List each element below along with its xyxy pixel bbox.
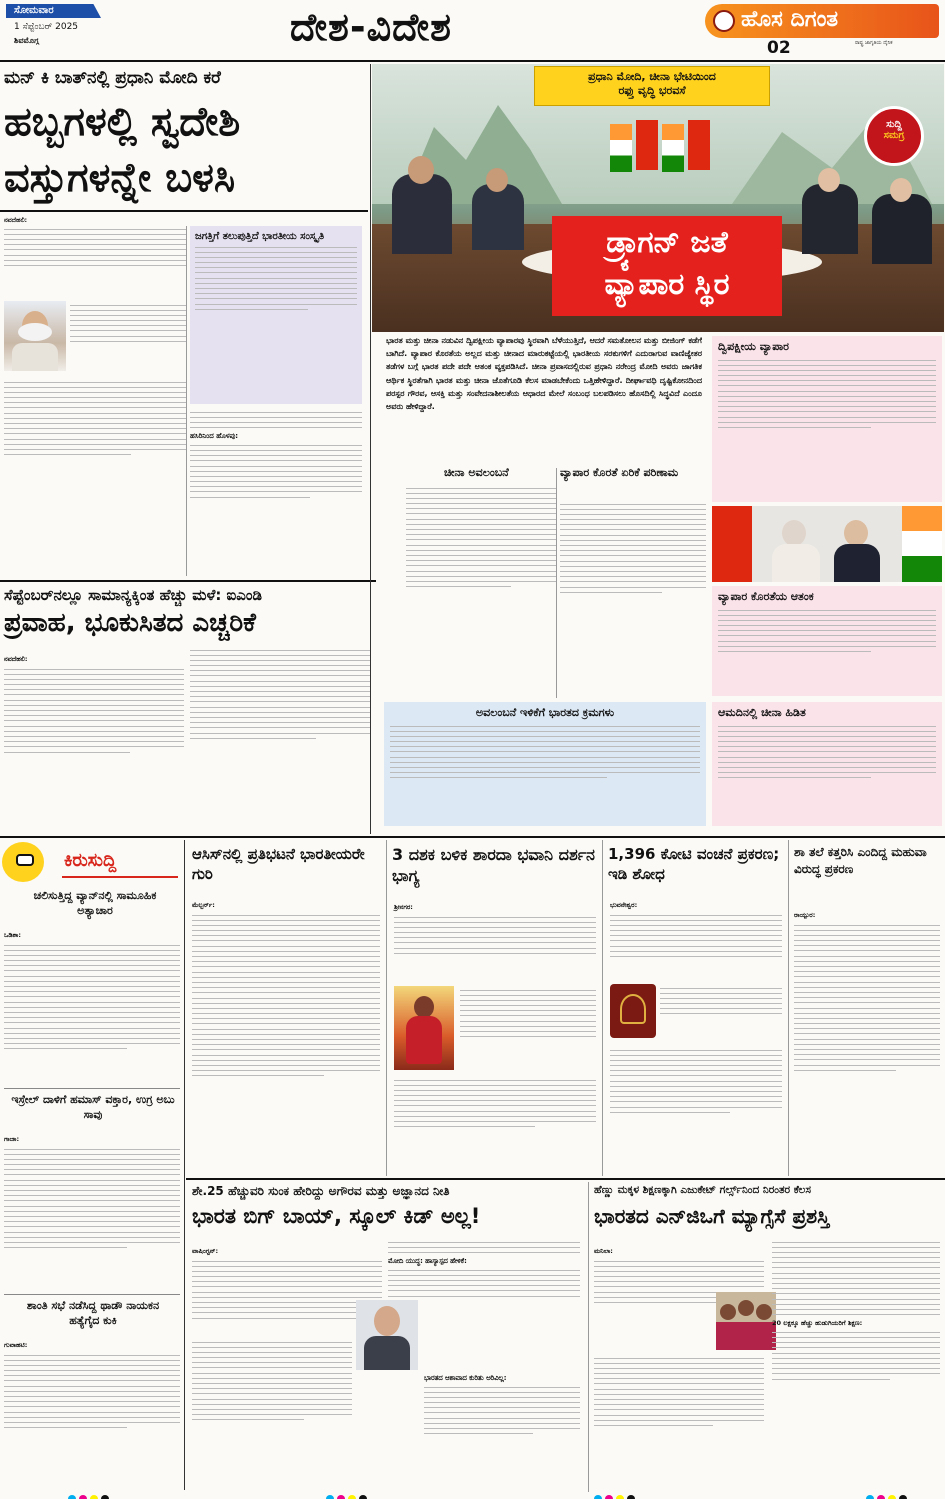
date: 1 ಸೆಪ್ಟೆಂಬರ್ 2025 [14,22,79,32]
r4r-subhead: 20 ಲಕ್ಷಕ್ಕೂ ಹೆಚ್ಚು ಹುಡುಗಿಯರಿಗೆ ಶಿಕ್ಷಣ: [772,1319,863,1328]
story-ed-raid [606,840,786,1176]
r4r-dateline: ಮನಿಲಾ: [594,1247,613,1255]
page-number: 02 [767,38,791,58]
handshake-photo [712,506,942,582]
lead-kicker-line1: ಪ್ರಧಾನಿ ಮೋದಿ, ಚೀನಾ ಭೇಟಿಯಿಂದ [588,70,716,83]
story2-headline: ಪ್ರವಾಹ, ಭೂಕುಸಿತದ ಎಚ್ಚರಿಕೆ [4,608,256,638]
story2-dateline: ನವದೆಹಲಿ: [4,655,28,663]
brief3-title: ಶಾಂತಿ ಸಭೆ ನಡೆಸಿದ್ದ ಥಾಡೌ ನಾಯಕನ ಹತ್ಯೆಗೈದ ಕುಕಿ [26,1299,160,1327]
r4-kicker: ಶೇ.25 ಹೆಚ್ಚುವರಿ ಸುಂಕ ಹೇರಿದ್ದು ಅಗೌರವ ಮತ್ತು ಅಜ್ಞಾನದ ನೀತಿ [192,1184,450,1198]
china-import-box [712,702,942,826]
s4-title: ಶಾ ತಲೆ ಕತ್ತರಿಸಿ ಎಂದಿದ್ದ ಮಹುವಾ ವಿರುದ್ಧ ಪ್ರಕರಣ [794,845,927,876]
ed-emblem-icon [610,984,656,1038]
lead-intro: ಭಾರತ ಮತ್ತು ಚೀನಾ ನಡುವಿನ ದ್ವಿಪಕ್ಷೀಯ ವ್ಯಾಪಾರವು ಸ್ಥಿರವಾಗಿ ಬೆಳೆಯುತ್ತಿದೆ, ಆದರೆ ಸಮತೋಲನ ಮತ್ತು ಬೀಜಿಂಗ್ ಕಡೆಗೆ ಬಾಗಿದೆ. ವ್ಯಾಪಾರ ಕೊರತೆಯ ಅಲ್ಲದ ಮತ್ತು ಚೀನಾದ ಮಾರುಕಟ್ಟೆಯಲ್ಲಿ ಭಾರತೀಯ ಸರಕುಗಳಿಗೆ ಎದುರಾಗುವ ವಾಣಿಜ್ಯೇತರ ತಡೆಗಳ ಬಗ್ಗೆ ಭಾರತ ಪದೇ ಪದೇ ಆತಂಕ ವ್ಯಕ್ತಪಡಿಸಿದೆ. ಚೀನಾ ಪ್ರವಾಸದಲ್ಲಿರುವ ಪ್ರಧಾನಿ ನರೇಂದ್ರ ಮೋದಿ ಅವರು ಜಾಗತಿಕ ಆರ್ಥಿಕ ಸ್ಥಿರತೆಗಾಗಿ ಭಾರತ ಮತ್ತು ಚೀನಾ ಜೊತೆಗೂಡಿ ಕೆಲಸ ಮಾಡಬೇಕೆಂದು ಒತ್ತಿಹೇಳಿದ್ದಾರೆ. ದೀರ್ಘಾವಧಿ ದೃಷ್ಟಿಕೋನದಿಂದ ಪರಸ್ಪರ ಗೌರವ, ಆಸಕ್ತಿ ಮತ್ತು ಸಂವೇದನಾಶೀಲತೆಯ ಆಧಾರದ ಮೇಲೆ ಸಂಬಂಧ ಬಲಪಡಿಸಲು ಹೊಸದಿಲ್ಲಿ ಸಿದ್ಧವಿದೆ ಎಂದೂ ಅವರು ಹೇಳಿದ್ದಾರೆ. [386,336,702,412]
brief1-dateline: ಒಡಿಶಾ: [4,931,21,939]
paper-name: ಹೊಸ ದಿಗಂತ [741,7,839,32]
r4r-headline: ಭಾರತದ ಎನ್‌ಜಿಒಗೆ ಮ್ಯಾಗ್ಸೆಸೆ ಪ್ರಶಸ್ತಿ [594,1204,830,1228]
china-flag-icon [688,120,710,170]
sidebar-title: ಜಗತ್ತಿಗೆ ತಲುಪುತ್ತಿದೆ ಭಾರತೀಯ ಸಂಸ್ಕೃತಿ [195,231,325,242]
story-sharada [390,840,600,1176]
r4-dateline: ವಾಷಿಂಗ್ಟನ್: [192,1247,219,1255]
lead-story [372,64,944,834]
lead-kicker-line2: ರಫ್ತು ವೃದ್ಧಿ ಭರವಸೆ [618,84,686,97]
lead-headline-line2: ವ್ಯಾಪಾರ ಸ್ಥಿರ [604,267,730,302]
lead-headline-line1: ಡ್ರ್ಯಾಗನ್ ಜತೆ [606,225,728,260]
india-measures-box [384,702,706,826]
box4-title: ಆಮದಿನಲ್ಲಿ ಚೀನಾ ಹಿಡಿತ [718,706,806,719]
paper-logo [705,4,939,56]
story-rain [0,584,376,834]
brief1-title: ಚಲಿಸುತ್ತಿದ್ದ ವ್ಯಾನ್‌ನಲ್ಲಿ ಸಾಮೂಹಿಕ ಅತ್ಯಾಚಾರ [33,889,157,917]
masthead [0,0,945,60]
brief3-dateline: ಗುವಾಹಟಿ: [4,1341,28,1349]
section-title: ದೇಶ-ವಿದೇಶ [290,5,452,49]
story2-kicker: ಸೆಪ್ಟೆಂಬರ್‌ನಲ್ಲೂ ಸಾಮಾನ್ಯಕ್ಕಿಂತ ಹೆಚ್ಚು ಮಳೆ: ಐಎಂಡಿ [4,586,262,604]
s3-dateline: ಭುವನೇಶ್ವರ: [610,901,638,909]
lead-kicker [534,66,770,106]
china-flag-icon [636,120,658,170]
modi-photo [4,301,66,371]
india-flag-icon [662,124,684,172]
briefs-label: ಕಿರುಸುದ್ದಿ [64,850,117,871]
briefs-column [0,840,184,1490]
city: ಶಿವಮೊಗ್ಗ [14,36,39,45]
trade-deficit-box [712,586,942,696]
box1-title: ದ್ವಿಪಕ್ಷೀಯ ವ್ಯಾಪಾರ [718,340,789,353]
registration-marks [0,1488,945,1498]
lead-headline-box [552,216,782,316]
story-big-boy [188,1182,584,1492]
story1-kicker: ಮನ್ ಕಿ ಬಾತ್‌ನಲ್ಲಿ ಪ್ರಧಾನಿ ಮೋದಿ ಕರೆ [4,68,221,88]
badge-line1: ಸುದ್ದಿ [886,119,902,130]
logo-emblem-icon [713,10,735,32]
speaker-photo [356,1300,418,1370]
story-mahua [792,840,942,1176]
goddess-photo [394,986,454,1070]
s2-title: 3 ದಶಕ ಬಳಿಕ ಶಾರದಾ ಭವಾನಿ ದರ್ಶನ ಭಾಗ್ಯ [392,845,595,885]
col2-title: ವ್ಯಾಪಾರ ಕೊರತೆ ಏರಿಕೆ ಪರಿಣಾಮ [560,466,679,479]
story1-dateline: ನವದೆಹಲಿ: [4,216,28,224]
badge-line2: ಸಮಗ್ರ [883,130,905,141]
story-swadeshi [0,64,368,584]
r4r-kicker: ಹೆಣ್ಣು ಮಕ್ಕಳ ಶಿಕ್ಷಣಕ್ಕಾಗಿ ಎಜುಕೇಟ್ ಗರ್ಲ್ಸ್‌ನಿಂದ ನಿರಂತರ ಕೆಲಸ [594,1184,811,1196]
r4-subhead: ಮೋದಿ ಯುದ್ಧ: ಹಾಸ್ಯಾಸ್ಪದ ಹೇಳಿಕೆ: [388,1257,467,1266]
story-australia [188,840,384,1176]
story-magsaysay [592,1182,944,1492]
brief2-dateline: ಗಾಜಾ: [4,1135,20,1143]
bilateral-trade-box [712,336,942,502]
r4-subhead2: ಭಾರತದ ಆಶಾವಾದ ಕುರಿತು ಅರಿವಿಲ್ಲ: [424,1374,507,1382]
samagra-badge [864,106,924,166]
s1-dateline: ಮೆಲ್ಬರ್ನ್: [192,901,215,909]
box2-title: ವ್ಯಾಪಾರ ಕೊರತೆಯ ಆತಂಕ [718,590,814,603]
story1-headline: ಹಬ್ಬಗಳಲ್ಲಿ ಸ್ವದೇಶಿ ವಸ್ತುಗಳನ್ನೇ ಬಳಸಿ [4,99,241,201]
day: ಸೋಮವಾರ [14,5,54,16]
s4-dateline: ರಾಯ್ಪುರ: [794,911,816,919]
s3-title: 1,396 ಕೋಟಿ ವಂಚನೆ ಪ್ರಕರಣ; ಇಡಿ ಶೋಧ [608,845,780,883]
s1-title: ಆಸಿಸ್‌ನಲ್ಲಿ ಪ್ರತಿಭಟನೆ ಭಾರತೀಯರೇ ಗುರಿ [192,845,365,883]
india-flag-icon [610,124,632,172]
story1-col1 [4,216,186,526]
story1-subhead: ಹಸಿರಿನಿಂದ ಹೊಳಪು: [190,432,239,441]
r4-headline: ಭಾರತ ಬಿಗ್ ಬಾಯ್, ಸ್ಕೂಲ್ ಕಿಡ್ ಅಲ್ಲ! [192,1204,481,1228]
story1-sidebar [190,226,362,404]
briefs-header [2,842,182,882]
col1-title: ಚೀನಾ ಅವಲಂಬನೆ [444,466,509,479]
box3-title: ಅವಲಂಬನೆ ಇಳಿಕೆಗೆ ಭಾರತದ ಕ್ರಮಗಳು [475,706,615,719]
date-block [6,4,156,54]
brief2-title: ಇಸ್ರೇಲ್ ದಾಳಿಗೆ ಹಮಾಸ್ ವಕ್ತಾರ, ಉಗ್ರ ಅಬು ಸಾವು [11,1093,175,1121]
s2-dateline: ಶ್ರೀನಗರ: [394,903,413,911]
girls-photo [716,1292,776,1350]
tagline: ರಾಷ್ಟ್ರ ಜಾಗೃತಿಯ ದೈನಿಕ [855,40,893,46]
